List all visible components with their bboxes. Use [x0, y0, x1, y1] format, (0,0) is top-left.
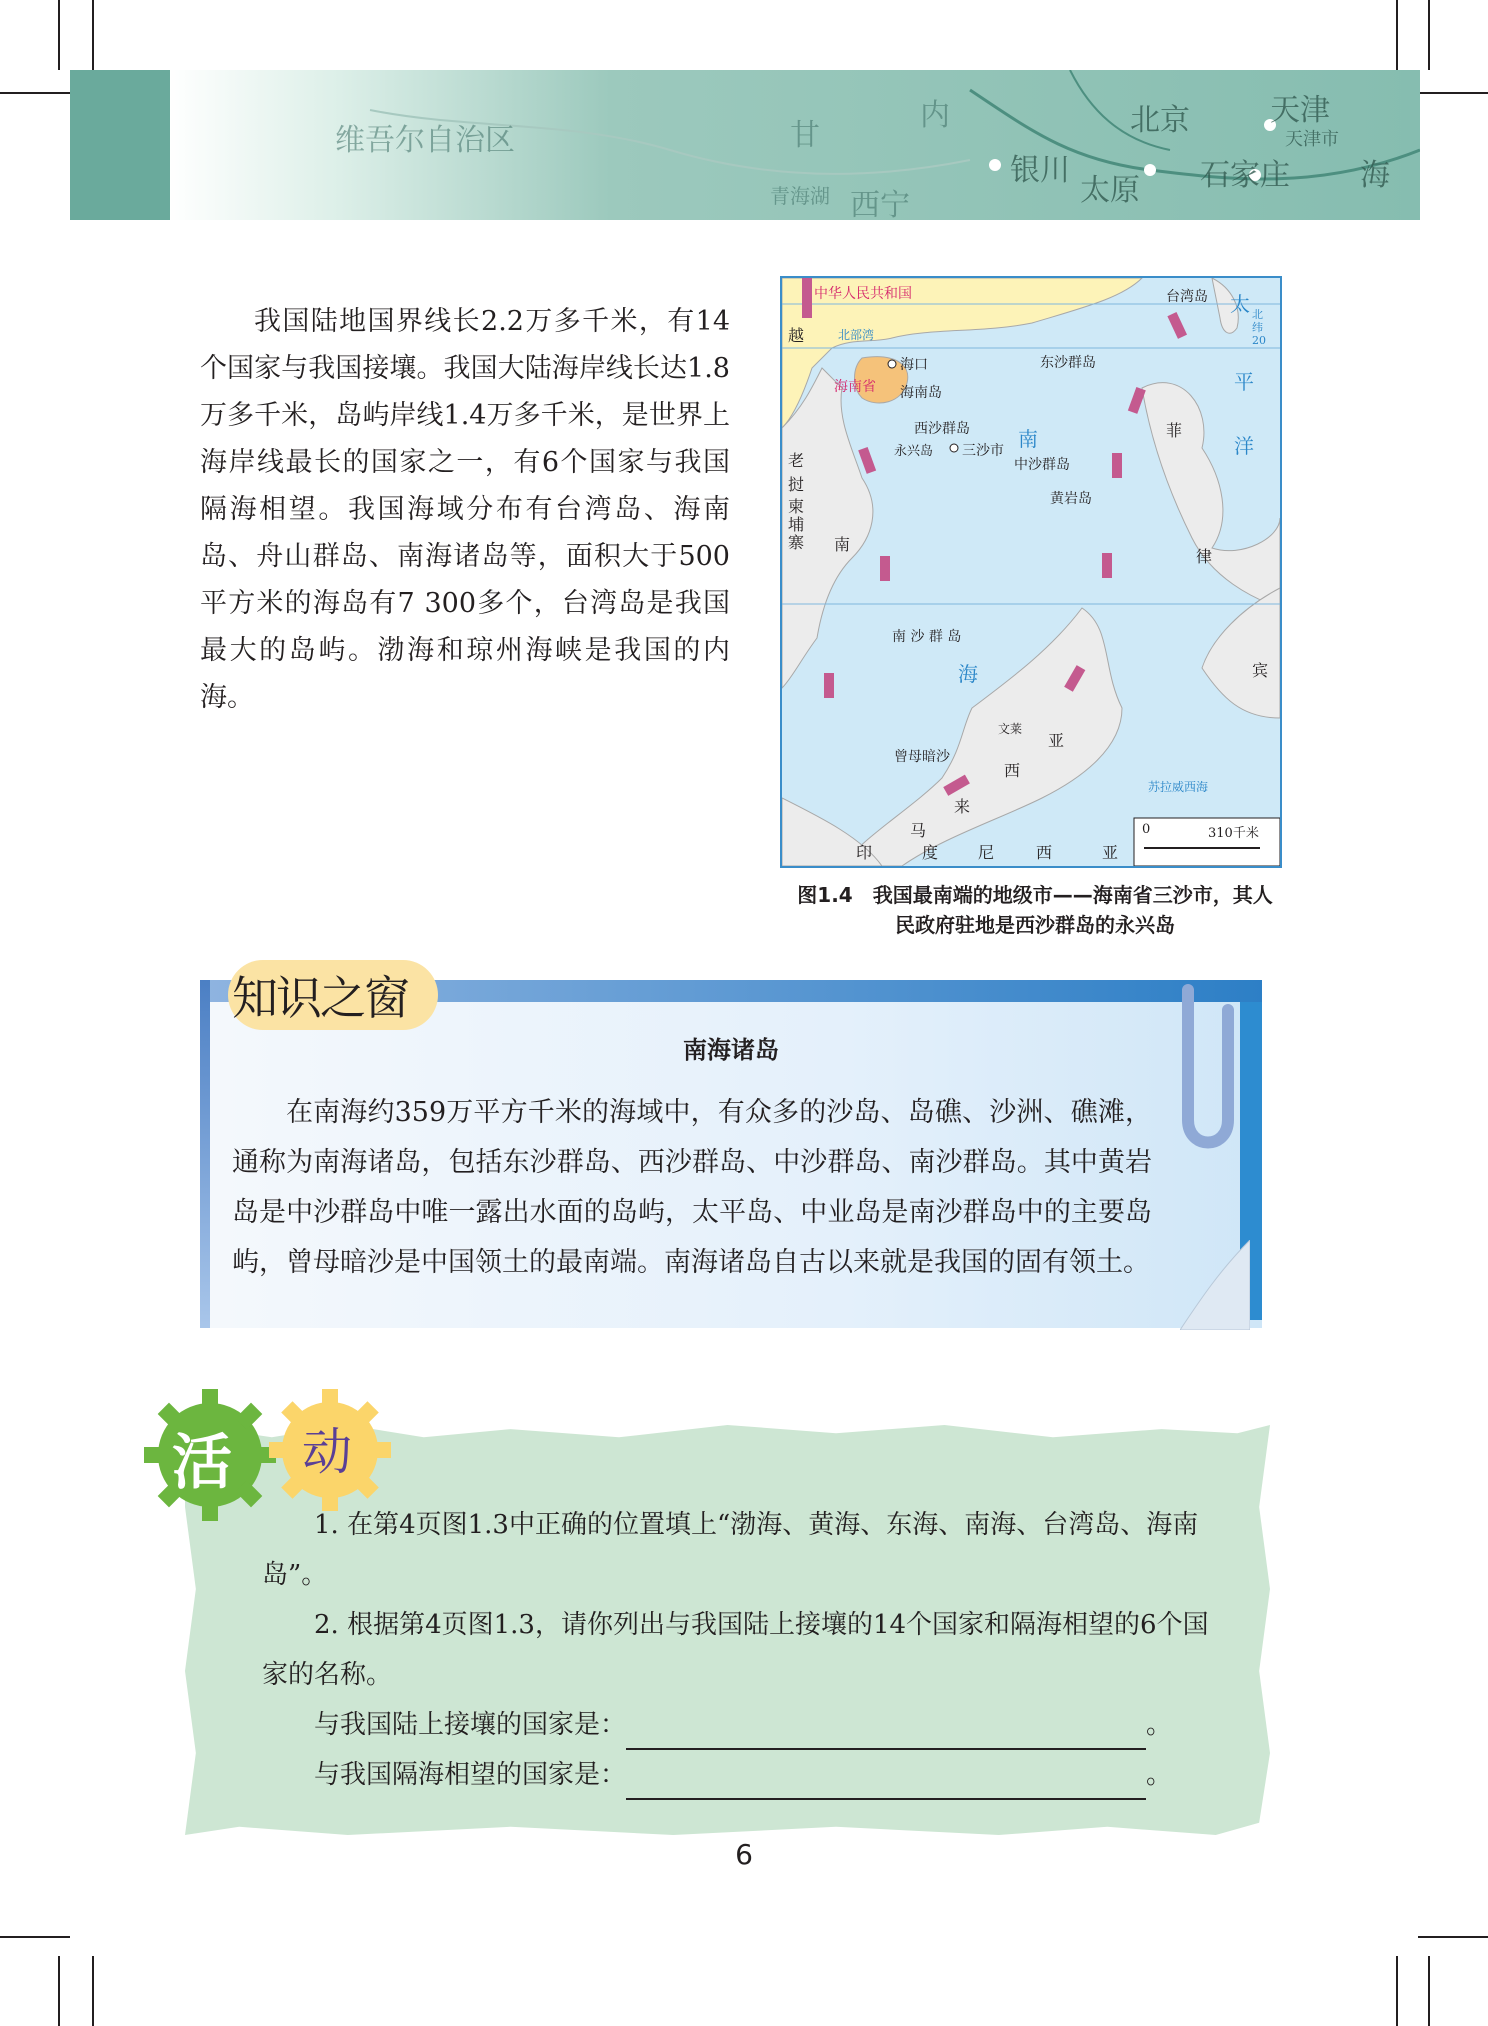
crop-mark: [1418, 92, 1488, 94]
map-label: 海口: [900, 357, 928, 373]
crop-mark: [0, 92, 70, 94]
crop-mark: [0, 1936, 70, 1938]
end-mark: 。: [1146, 1760, 1173, 1790]
end-mark: 。: [1146, 1710, 1173, 1740]
map-scale-label: 310千米: [1208, 826, 1259, 841]
answer-row-sea: [262, 1750, 1232, 1800]
map-label: 尼: [978, 843, 995, 862]
header-map-word: 石家庄: [1200, 158, 1290, 193]
activity-item: 1. 在第4页图1.3中正确的位置填上“渤海、黄海、东海、南海、台湾岛、海南岛”。: [262, 1510, 1199, 1590]
map-label: 柬埔寨: [788, 497, 805, 552]
map-label: 印: [856, 843, 873, 862]
map-label: 西: [1004, 761, 1021, 780]
activity-item: 2. 根据第4页图1.3，请你列出与我国陆上接壤的14个国家和隔海相望的6个国家的名称。: [262, 1610, 1209, 1690]
crop-mark: [1428, 1956, 1430, 2026]
header-map-word: 青海湖: [770, 184, 830, 208]
map-label: 海南岛: [900, 385, 942, 401]
header-map-word: 北京: [1130, 103, 1190, 138]
map-label: 度: [922, 843, 939, 862]
paperclip-icon: [1168, 980, 1248, 1160]
header-map-word: 海: [1360, 158, 1390, 193]
map-label: 越: [788, 326, 805, 345]
activity-title-char: 动: [302, 1423, 352, 1481]
header-map-word: 天津: [1270, 93, 1330, 128]
crop-mark: [1396, 1956, 1398, 2026]
map-label: 苏拉威西海: [1148, 780, 1209, 794]
map-label: 律: [1196, 547, 1213, 566]
knowledge-text: [232, 1088, 1152, 1288]
map-label: 挝: [788, 475, 805, 494]
map-label: 南 沙 群 岛: [892, 629, 962, 645]
intro-paragraph: 我国陆地国界线长2.2万多千米，有14个国家与我国接壤。我国大陆海岸线长达1.8万多千米，岛屿岸线1.4万多千米，是世界上海岸线最长的国家之一，有6个国家与我国隔海相望。我国海域分布有台湾岛、海南岛、舟山群岛、南海诸岛等，面积大于500平方米的海岛有7 300多个，台湾岛是我国最大的岛屿。渤海和琼州海峡是我国的内海。: [200, 306, 730, 713]
map-label: 北纬20: [1252, 308, 1266, 347]
header-map-illustration: [70, 70, 1420, 220]
map-label: 西: [1036, 843, 1053, 862]
crop-mark: [1428, 0, 1430, 70]
crop-mark: [58, 1956, 60, 2026]
answer-label: 与我国陆上接壤的国家是：: [314, 1710, 627, 1740]
crop-mark: [92, 0, 94, 70]
header-map-word: 天津市: [1285, 129, 1339, 150]
crop-mark: [58, 0, 60, 70]
map-label: 菲: [1166, 421, 1183, 440]
header-banner: [70, 70, 1420, 220]
map-label: 三沙市: [962, 443, 1004, 459]
knowledge-paragraph: 在南海约359万平方千米的海域中，有众多的沙岛、岛礁、沙洲、礁滩，通称为南海诸岛，包括东沙群岛、西沙群岛、中沙群岛、南沙群岛。其中黄岩岛是中沙群岛中唯一露出水面的岛屿，太平岛、中业岛是南沙群岛中的主要岛屿，曾母暗沙是中国领土的最南端。南海诸岛自古以来就是我国的固有领土。: [232, 1097, 1152, 1278]
header-map-word: 银川: [1010, 153, 1070, 188]
map-label: 马: [910, 821, 927, 840]
map-label: 太: [1230, 292, 1250, 316]
answer-blank[interactable]: [626, 1768, 1146, 1800]
map-label: 北部湾: [838, 328, 875, 342]
map-label: 南: [834, 535, 851, 554]
map-label: 文莱: [998, 722, 1023, 736]
map-scale-zero: 0: [1142, 822, 1151, 837]
map-label: 老: [788, 451, 805, 470]
map-label: 平: [1234, 370, 1254, 394]
map-label: 宾: [1252, 661, 1269, 680]
map-label: 来: [954, 797, 971, 816]
map-label: 中华人民共和国: [814, 286, 912, 302]
map-caption: 图1.4 我国最南端的地级市——海南省三沙市，其人民政府驻地是西沙群岛的永兴岛: [797, 883, 1273, 937]
map-label: 永兴岛: [894, 444, 934, 459]
map-label: 中沙群岛: [1014, 457, 1070, 473]
crop-mark: [92, 1956, 94, 2026]
activity-title-char: 活: [172, 1428, 232, 1498]
map-label: 亚: [1048, 731, 1065, 750]
header-map-word: 太原: [1080, 173, 1140, 208]
answer-row-land: [262, 1700, 1232, 1750]
map-label: 海南省: [834, 379, 876, 395]
map-label: 洋: [1234, 434, 1254, 458]
south-china-sea-map: [780, 276, 1282, 868]
map-label: 西沙群岛: [914, 421, 970, 437]
map-label: 台湾岛: [1166, 289, 1208, 305]
map-label: 海: [958, 662, 978, 686]
map-label: 亚: [1102, 843, 1119, 862]
map-label: 黄岩岛: [1050, 491, 1092, 507]
map-label: 东沙群岛: [1040, 355, 1096, 371]
header-map-word: 内: [920, 98, 950, 133]
header-map-word: 甘: [790, 118, 820, 153]
intro-text: [200, 298, 730, 721]
crop-mark: [1418, 1936, 1488, 1938]
answer-blank[interactable]: [626, 1718, 1146, 1750]
knowledge-title: 知识之窗: [232, 971, 408, 1025]
header-map-word: 维吾尔自治区: [335, 123, 515, 158]
knowledge-heading: 南海诸岛: [683, 1036, 779, 1064]
page-curl-icon: [1180, 1240, 1250, 1330]
map-label: 曾母暗沙: [894, 749, 950, 765]
page-number: 6: [735, 1838, 753, 1871]
map-label: 南: [1018, 427, 1038, 451]
header-map-word: 西宁: [850, 188, 910, 220]
crop-mark: [1396, 0, 1398, 70]
answer-label: 与我国隔海相望的国家是：: [314, 1760, 627, 1790]
activity-text: [262, 1500, 1232, 1800]
